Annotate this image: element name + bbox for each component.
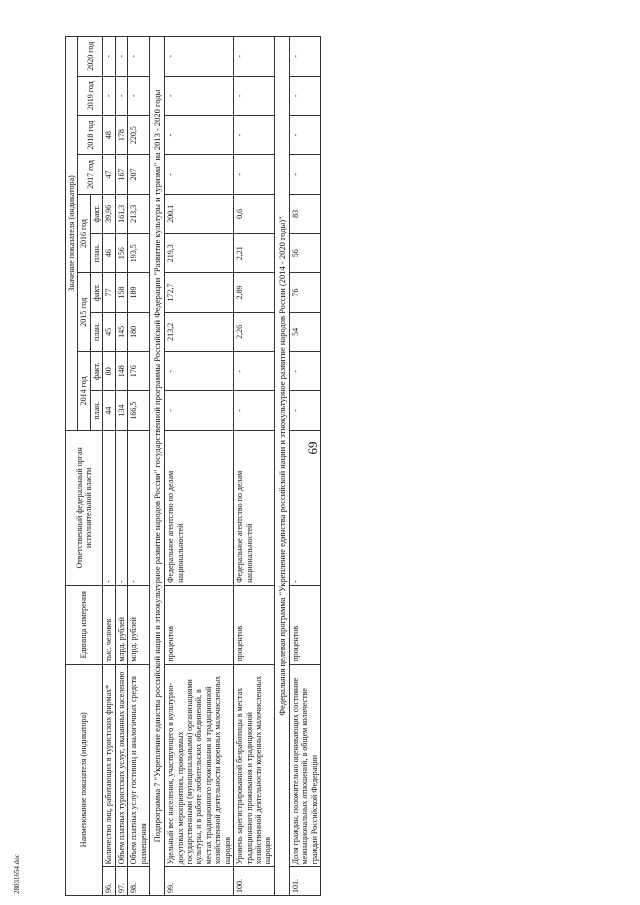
- value-cell: 48: [103, 115, 115, 154]
- header-fact: факт.: [90, 352, 102, 391]
- section-title: Подпрограмма 7 "Укрепление единства российской нации и этнокультурное развитие народов России" государственной программы Российской Федерации "Развитие культуры и туризма" на 2013 - 2020 годы: [150, 37, 165, 896]
- value-cell: 156: [115, 234, 127, 273]
- value-cell: 2,21: [234, 234, 275, 273]
- responsible-org: -: [128, 430, 150, 585]
- row-number: 96.: [103, 867, 115, 896]
- header-plan: план.: [90, 234, 102, 273]
- value-cell: -: [289, 155, 320, 194]
- value-cell: 219,3: [165, 234, 234, 273]
- value-cell: -: [128, 37, 150, 77]
- header-year-2014: 2014 год: [78, 352, 90, 431]
- table-row: [234, 37, 275, 896]
- value-cell: 207: [128, 155, 150, 194]
- value-cell: 166,5: [128, 391, 150, 430]
- row-number: 97.: [115, 867, 127, 896]
- value-cell: 47: [103, 155, 115, 194]
- value-cell: 134: [115, 391, 127, 430]
- value-cell: 213,3: [128, 194, 150, 233]
- header-fact: факт.: [90, 194, 102, 233]
- value-cell: -: [165, 37, 234, 77]
- value-cell: 45: [103, 312, 115, 351]
- indicator-name: Доля граждан, положительно оценивающих состояние межнациональных отношений, в общем количестве граждан Российской Федерации: [289, 664, 320, 867]
- value-cell: 39,96: [103, 194, 115, 233]
- table-body: [103, 37, 321, 896]
- value-cell: -: [165, 76, 234, 115]
- section-row: [150, 37, 165, 896]
- header-year-2015: 2015 год: [78, 273, 90, 352]
- table-header: [66, 37, 103, 896]
- value-cell: -: [165, 352, 234, 391]
- row-number: 99.: [165, 867, 234, 896]
- unit: процентов: [289, 585, 320, 664]
- value-cell: 213,2: [165, 312, 234, 351]
- table-row: [289, 37, 320, 896]
- value-cell: -: [289, 391, 320, 430]
- table-row: [103, 37, 115, 896]
- value-cell: 158: [115, 273, 127, 312]
- row-number: 98.: [128, 867, 150, 896]
- value-cell: 77: [103, 273, 115, 312]
- header-unit: Единица измерения: [66, 585, 103, 664]
- value-cell: -: [289, 37, 320, 77]
- value-cell: -: [234, 76, 275, 115]
- row-number: 101.: [289, 867, 320, 896]
- table-row: [165, 37, 234, 896]
- header-year-2020: 2020 год: [78, 37, 103, 77]
- indicator-name: Объем платных туристских услуг, оказанных населению: [115, 664, 127, 867]
- value-cell: 0,6: [234, 194, 275, 233]
- value-cell: 44: [103, 391, 115, 430]
- value-cell: 2,89: [234, 273, 275, 312]
- unit: процентов: [234, 585, 275, 664]
- value-cell: -: [103, 76, 115, 115]
- header-year-2016: 2016 год: [78, 194, 90, 273]
- header-org: Ответственный федеральный орган исполнительной власти: [66, 430, 103, 585]
- value-cell: -: [234, 352, 275, 391]
- page-number: 69: [305, 441, 320, 455]
- indicator-name: Объем платных услуг гостиниц и аналогичных средств размещения: [128, 664, 150, 867]
- value-cell: 176: [128, 352, 150, 391]
- value-cell: -: [289, 76, 320, 115]
- unit: млрд. рублей: [128, 585, 150, 664]
- value-cell: 145: [115, 312, 127, 351]
- value-cell: -: [165, 391, 234, 430]
- value-cell: -: [234, 391, 275, 430]
- value-cell: 167: [115, 155, 127, 194]
- indicator-name: Удельный вес населения, участвующего в культурно-досуговых мероприятиях, проводимых государственными (муниципальными) организациями культуры, и в работе любительских объединений, в местах традиционного проживания и традиционной хозяйственной деятельности коренных малочисленных народов: [165, 664, 234, 867]
- header-year-2018: 2018 год: [78, 115, 103, 154]
- value-cell: 148: [115, 352, 127, 391]
- responsible-org: Федеральное агентство по делам национальностей: [165, 430, 234, 585]
- header-fact: факт.: [90, 273, 102, 312]
- value-cell: -: [165, 155, 234, 194]
- responsible-org: -: [289, 430, 320, 585]
- value-cell: 80: [103, 352, 115, 391]
- unit: млрд. рублей: [115, 585, 127, 664]
- value-cell: 172,7: [165, 273, 234, 312]
- value-cell: -: [115, 76, 127, 115]
- responsible-org: -: [115, 430, 127, 585]
- header-values: Значение показателя (индикатора): [66, 37, 78, 431]
- document-code: 28031654.doc: [13, 854, 21, 894]
- header-name: Наименование показателя (индикатора): [66, 664, 103, 895]
- value-cell: -: [234, 115, 275, 154]
- value-cell: 2,26: [234, 312, 275, 351]
- value-cell: 76: [289, 273, 320, 312]
- value-cell: 180: [128, 312, 150, 351]
- responsible-org: -: [103, 430, 115, 585]
- value-cell: -: [234, 37, 275, 77]
- indicator-name: Уровень зарегистрированной безработицы в местах традиционного проживания и традиционной хозяйственной деятельности коренных малочисленных народов: [234, 664, 275, 867]
- value-cell: 220,5: [128, 115, 150, 154]
- value-cell: -: [128, 76, 150, 115]
- header-plan: план.: [90, 391, 102, 430]
- value-cell: 46: [103, 234, 115, 273]
- row-number: 100.: [234, 867, 275, 896]
- value-cell: 178: [115, 115, 127, 154]
- table-row: [115, 37, 127, 896]
- table-row: [128, 37, 150, 896]
- value-cell: 161,3: [115, 194, 127, 233]
- value-cell: -: [115, 37, 127, 77]
- section-row: [274, 37, 289, 896]
- indicator-name: Количество лиц, работающих в туристских фирмах*: [103, 664, 115, 867]
- indicators-table: [65, 36, 321, 896]
- value-cell: 56: [289, 234, 320, 273]
- unit: тыс. человек: [103, 585, 115, 664]
- unit: процентов: [165, 585, 234, 664]
- value-cell: 54: [289, 312, 320, 351]
- value-cell: 83: [289, 194, 320, 233]
- value-cell: 193,5: [128, 234, 150, 273]
- value-cell: -: [289, 115, 320, 154]
- header-plan: план.: [90, 312, 102, 351]
- section-title: Федеральная целевая программа "Укрепление единства российской нации и этнокультурное развитие народов России (2014 - 2020 годы)": [274, 37, 289, 896]
- value-cell: 189: [128, 273, 150, 312]
- value-cell: -: [234, 155, 275, 194]
- value-cell: -: [103, 37, 115, 77]
- header-year-2019: 2019 год: [78, 76, 103, 115]
- responsible-org: Федеральное агентство по делам национальностей: [234, 430, 275, 585]
- rotated-table-container: [65, 36, 625, 896]
- header-year-2017: 2017 год: [78, 155, 103, 194]
- value-cell: -: [289, 352, 320, 391]
- value-cell: -: [165, 115, 234, 154]
- value-cell: 200,1: [165, 194, 234, 233]
